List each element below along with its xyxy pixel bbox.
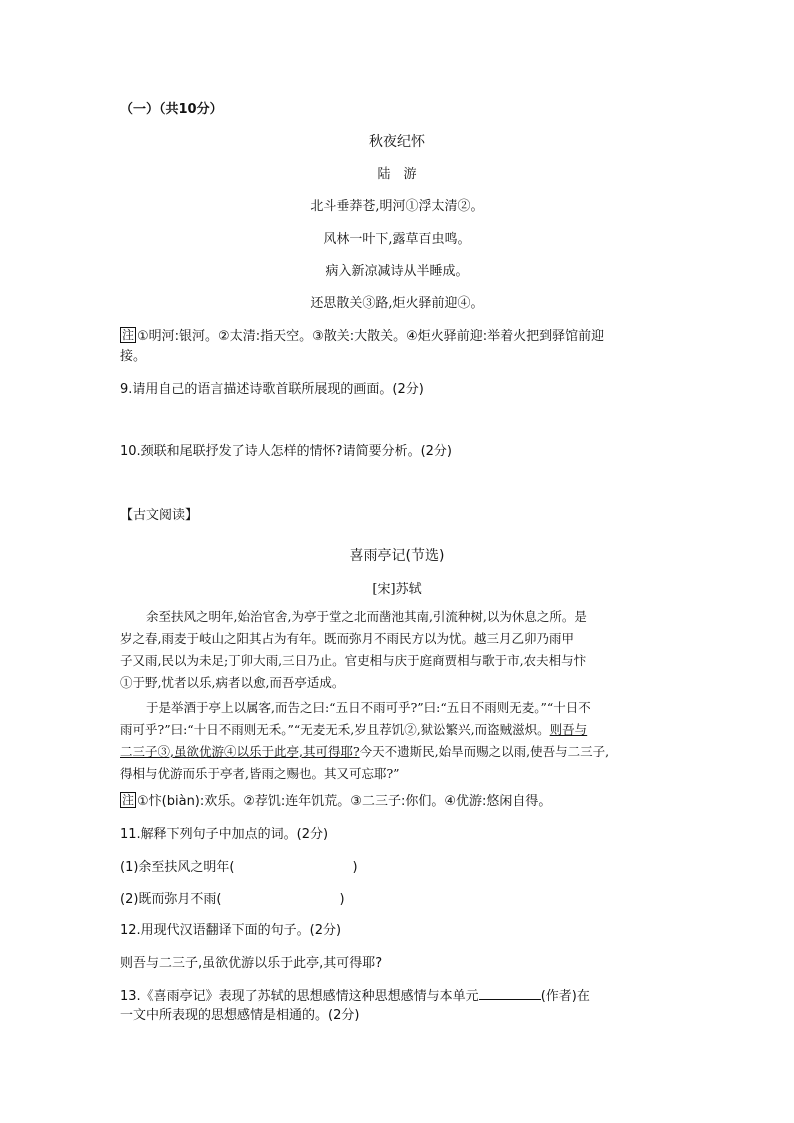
essay-text: 今天不遗斯民,始旱而赐之以雨,使吾与二三子, — [359, 744, 610, 759]
q11-2-close: ) — [339, 892, 345, 907]
answer-blank[interactable] — [479, 988, 541, 1000]
poem-line: 病入新凉减诗从半睡成。 — [325, 264, 469, 279]
q13-text-end: (作者)在 — [540, 989, 590, 1004]
essay-line: 得相与优游而乐于亭者,皆雨之赐也。其又可忘耶?” — [120, 766, 400, 781]
question-10: 10.颈联和尾联抒发了诗人怎样的情怀?请简要分析。(2分) — [120, 444, 452, 459]
question-12-sentence: 则吾与二三子,虽欲优游以乐于此亭,其可得耶? — [120, 956, 383, 971]
poem-note-cont: 接。 — [120, 349, 147, 364]
note-label: 注 — [122, 793, 135, 807]
q11-2-text: (2)既而弥月不雨( — [120, 892, 222, 907]
question-11-1 — [120, 856, 358, 875]
essay-line: 于是举酒于亭上以属客,而告之曰:“五日不雨可乎?”曰:“五日不雨则无麦。”“十日不 — [146, 700, 591, 715]
note-label: 注 — [122, 328, 135, 342]
essay-note — [120, 790, 551, 809]
q11-1-close: ) — [352, 860, 358, 875]
classical-heading: 【古文阅读】 — [120, 508, 199, 523]
essay-text: 雨可乎?”曰:“十日不雨则无禾。”“无麦无禾,岁且荐饥②,狱讼繁兴,而盗贼滋炽。 — [120, 722, 550, 737]
poem-line: 风林一叶下,露草百虫鸣。 — [323, 232, 471, 247]
question-13 — [120, 985, 590, 1004]
question-11-2 — [120, 888, 345, 907]
poem-line: 北斗垂莽苍,明河①浮太清②。 — [310, 199, 484, 214]
poem-title: 秋夜纪怀 — [369, 134, 425, 150]
question-13-cont: 一文中所表现的思想感情是相通的。(2分) — [120, 1008, 360, 1023]
essay-line: 余至扶风之明年,始治官舍,为亭于堂之北而凿池其南,引流种树,以为休息之所。是 — [146, 609, 587, 624]
underlined-text: 二三子③,虽欲优游④以乐于此亭,其可得耶? — [120, 744, 360, 759]
question-9: 9.请用自己的语言描述诗歌首联所展现的画面。(2分) — [120, 382, 424, 397]
essay-title: 喜雨亭记(节选) — [349, 548, 445, 564]
q13-text: 13.《喜雨亭记》表现了苏轼的思想感情这种思想感情与本单元 — [120, 989, 479, 1004]
underlined-text: 则吾与 — [549, 722, 588, 737]
poem-line: 还思散关③路,炬火驿前迎④。 — [310, 296, 484, 311]
note-text: ①忭(biàn):欢乐。②荐饥:连年饥荒。③二三子:你们。④优游:悠闲自得。 — [137, 794, 552, 809]
question-12: 12.用现代汉语翻译下面的句子。(2分) — [120, 923, 342, 938]
essay-author: [宋]苏轼 — [372, 582, 422, 597]
question-11: 11.解释下列句子中加点的词。(2分) — [120, 827, 329, 842]
section-heading: （一）（共10分） — [120, 102, 223, 117]
essay-line: 子又雨,民以为未足;丁卯大雨,三日乃止。官吏相与庆于庭商贾相与歌于市,农夫相与忭 — [120, 653, 587, 668]
essay-line — [120, 720, 587, 738]
essay-line: ①于野,忧者以乐,病者以愈,而吾亭适成。 — [120, 675, 345, 690]
poem-note — [120, 325, 604, 344]
note-text: ①明河:银河。②太清:指天空。③散关:大散关。④炬火驿前迎:举着火把到驿馆前迎 — [137, 329, 605, 344]
essay-line — [120, 742, 609, 760]
essay-line: 岁之春,雨麦于岐山之阳其占为有年。既而弥月不雨民方以为忧。越三月乙卯乃雨甲 — [120, 631, 574, 646]
poem-author: 陆 游 — [377, 167, 417, 182]
q11-1-text: (1)余至扶风之明年( — [120, 860, 235, 875]
